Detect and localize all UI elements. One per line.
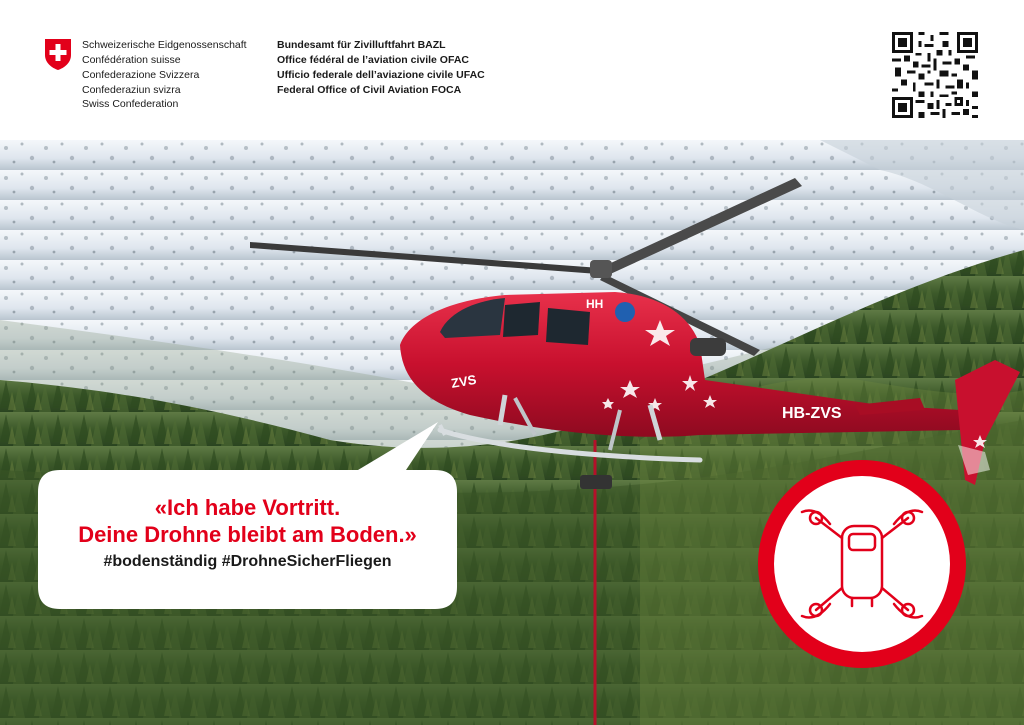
bubble-text	[38, 494, 457, 571]
tail-code-label: ZVS	[449, 371, 478, 391]
confederation-name-de: Schweizerische Eidgenossenschaft	[82, 39, 247, 51]
confederation-name-rm: Confederaziun svizra	[82, 84, 181, 96]
office-name-en: Federal Office of Civil Aviation FOCA	[277, 84, 462, 96]
hh-badge-label: HH	[586, 297, 604, 311]
confederation-names	[82, 38, 247, 98]
office-name-it: Ufficio federale dell’aviazione civile UFAC	[277, 69, 485, 81]
quote-line-2: Deine Drohne bleibt am Boden.»	[78, 522, 417, 547]
confederation-name-it: Confederazione Svizzera	[82, 69, 200, 81]
office-name-de: Bundesamt für Zivilluftfahrt BAZL	[277, 39, 446, 51]
office-name-fr: Office fédéral de l’aviation civile OFAC	[277, 54, 469, 66]
swiss-flag-icon	[43, 37, 73, 71]
header	[0, 0, 1024, 140]
qr-code-icon[interactable]	[892, 32, 978, 118]
drone-prohibition-icon	[758, 460, 966, 668]
confederation-name-en: Swiss Confederation	[82, 98, 179, 110]
hashtags: #bodenständig #DrohneSicherFliegen	[103, 553, 392, 570]
registration-label: HB-ZVS	[782, 405, 842, 422]
office-names	[277, 38, 485, 98]
quote-line-1: «Ich habe Vortritt.	[154, 495, 341, 520]
confederation-name-fr: Confédération suisse	[82, 54, 181, 66]
